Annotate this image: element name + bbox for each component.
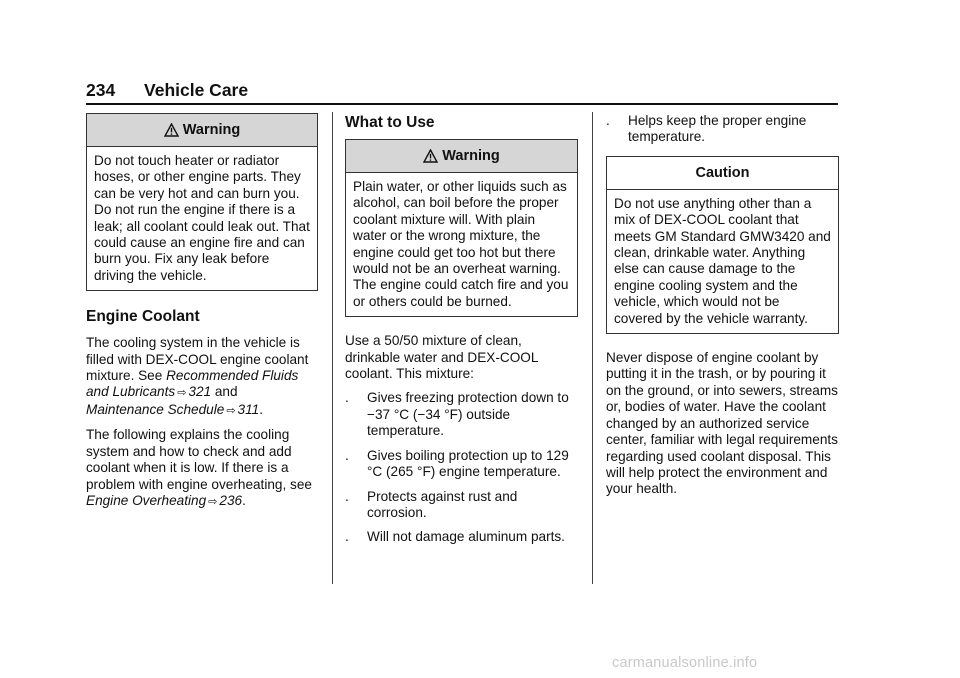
header-rule: [86, 103, 838, 105]
list-item: . Gives freezing protection down to −37 °C (−34 °F) outside temperature.: [345, 390, 569, 439]
page-number: 234: [86, 80, 116, 100]
mixture-benefits-list-continued: [606, 113, 839, 146]
link-engine-overheating[interactable]: Engine Overheating: [86, 492, 207, 508]
warning-box-plain-water: [345, 139, 578, 317]
coolant-intro-paragraph: The cooling system in the vehicle is filled with DEX-COOL engine coolant mixture. See Recommended Fluids and Lubricants ⇨ 321 and Maintenance Schedule ⇨ 311.: [86, 335, 309, 417]
bullet-icon: .: [345, 390, 349, 406]
column-3: [606, 113, 839, 506]
warning-triangle-icon: [164, 123, 179, 137]
page-ref-arrow-icon: ⇨: [208, 495, 218, 508]
cooling-system-paragraph: The following explains the cooling system and how to check and add coolant when it is low. If there is a problem with engine overheating, see Engine Overheating ⇨ 236.: [86, 427, 312, 508]
caution-box: [606, 156, 839, 334]
column-divider-2: [592, 112, 593, 584]
list-item: . Will not damage aluminum parts.: [345, 529, 565, 545]
mixture-intro-paragraph: Use a 50/50 mixture of clean, drinkable water and DEX-COOL coolant. This mixture:: [345, 333, 538, 382]
warning-header: [346, 140, 577, 173]
ref-page-321[interactable]: 321: [188, 384, 212, 400]
what-to-use-heading: What to Use: [345, 114, 435, 131]
link-recommended-fluids[interactable]: Recommended Fluids and Lubricants: [86, 368, 299, 400]
bullet-icon: .: [345, 529, 349, 545]
bullet-icon: .: [606, 113, 610, 128]
list-item: . Helps keep the proper engine temperature.: [606, 113, 807, 145]
warning-body: Do not touch heater or radiator hoses, or other engine parts. They can be very hot and can burn you. Do not run the engine if there is a leak; all coolant could leak out. That could cause an engine fire and can burn you. Fix any leak before driving the vehicle.: [94, 153, 310, 283]
engine-coolant-heading: Engine Coolant: [86, 308, 200, 326]
watermark: carmanualsonline.info: [612, 655, 758, 671]
link-maintenance-schedule[interactable]: Maintenance Schedule: [86, 401, 225, 417]
disposal-paragraph: Never dispose of engine coolant by putting it in the trash, or by pouring it on the ground, or into sewers, streams or, bodies of water. Have the coolant changed by an authorized service center, familiar with legal requirements regarding used coolant disposal. This will help protect the environment and your health.: [606, 350, 838, 497]
warning-title: Warning: [182, 121, 241, 138]
warning-triangle-icon: [423, 149, 438, 163]
bullet-icon: .: [345, 488, 349, 504]
caution-header: [607, 157, 838, 190]
column-1: [86, 113, 318, 518]
page-ref-arrow-icon: ⇨: [177, 387, 187, 400]
mixture-benefits-list: [345, 390, 578, 545]
warning-body: Plain water, or other liquids such as alcohol, can boil before the proper coolant mixture will. With plain water or the wrong mixture, the engine could get too hot but there would not be an overheat warning. The engine could catch fire and you or others could be burned.: [353, 179, 569, 309]
section-title: Vehicle Care: [144, 80, 249, 100]
list-item: . Protects against rust and corrosion.: [345, 488, 518, 520]
ref-page-236[interactable]: 236: [219, 492, 243, 508]
caution-body: Do not use anything other than a mix of DEX-COOL coolant that meets GM Standard GMW3420 and clean, drinkable water. Anything else can cause damage to the engine cooling system and the vehicle, which would not be covered by the vehicle warranty.: [614, 195, 831, 326]
page-ref-arrow-icon: ⇨: [226, 404, 236, 417]
bullet-icon: .: [345, 447, 349, 463]
warning-header: [87, 114, 317, 147]
caution-title: Caution: [695, 164, 750, 181]
warning-title: Warning: [442, 147, 500, 164]
column-2: [345, 113, 578, 554]
warning-box-hot-parts: [86, 113, 318, 291]
ref-page-311[interactable]: 311: [237, 401, 260, 417]
list-item: . Gives boiling protection up to 129 °C (265 °F) engine temperature.: [345, 447, 569, 480]
column-divider-1: [332, 112, 333, 584]
